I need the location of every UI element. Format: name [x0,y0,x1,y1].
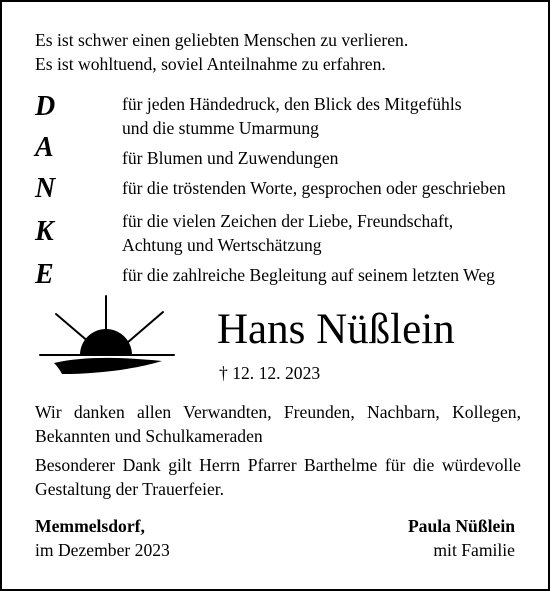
thanks-line: Wir danken allen Verwandten, Freunden, Nachbarn, Kollegen, [35,402,521,422]
thanks-paragraph-1 [35,400,521,448]
danke-line: für die vielen Zeichen der Liebe, Freundschaft, [122,211,454,231]
danke-line: für die tröstenden Worte, gesprochen oder geschrieben [122,178,506,198]
thanks-line: Besonderer Dank gilt Herrn Pfarrer Barthelme für die würdevolle [35,455,521,475]
signature-place: Memmelsdorf, [35,516,145,536]
signature-family-line: mit Familie [433,540,515,560]
danke-text [122,176,542,200]
thanks-paragraph-2 [35,453,521,501]
signature-place-date [35,514,170,562]
signature-date: im Dezember 2023 [35,540,170,560]
danke-letter: N [35,173,56,204]
danke-line: Achtung und Wertschätzung [122,235,322,255]
intro-text [35,28,408,76]
intro-line-1: Es ist schwer einen geliebten Menschen zu verlieren. [35,30,409,50]
danke-line: für jeden Händedruck, den Blick des Mitgefühls [122,94,462,114]
deceased-name: Hans Nüßlein [217,306,455,353]
danke-text [122,146,542,170]
danke-letter: A [35,132,54,163]
danke-letter: K [35,216,54,247]
intro-line-2: Es ist wohltuend, soviel Anteilnahme zu erfahren. [35,54,386,74]
thanks-line: Bekannten und Schulkameraden [35,426,263,446]
danke-line: für die zahlreiche Begleitung auf seinem letzten Weg [122,265,495,285]
thanks-line: Gestaltung der Trauerfeier. [35,479,225,499]
danke-text [122,209,542,257]
danke-letter: E [35,259,54,290]
signature-family [408,514,515,562]
danke-text [122,263,542,287]
death-date: † 12. 12. 2023 [219,363,321,383]
danke-letter: D [35,91,56,122]
danke-text [122,92,542,140]
signature-name: Paula Nüßlein [407,516,515,536]
danke-line: für Blumen und Zuwendungen [122,148,339,168]
sunset-over-water-icon [32,294,180,382]
danke-line: und die stumme Umarmung [122,118,319,138]
